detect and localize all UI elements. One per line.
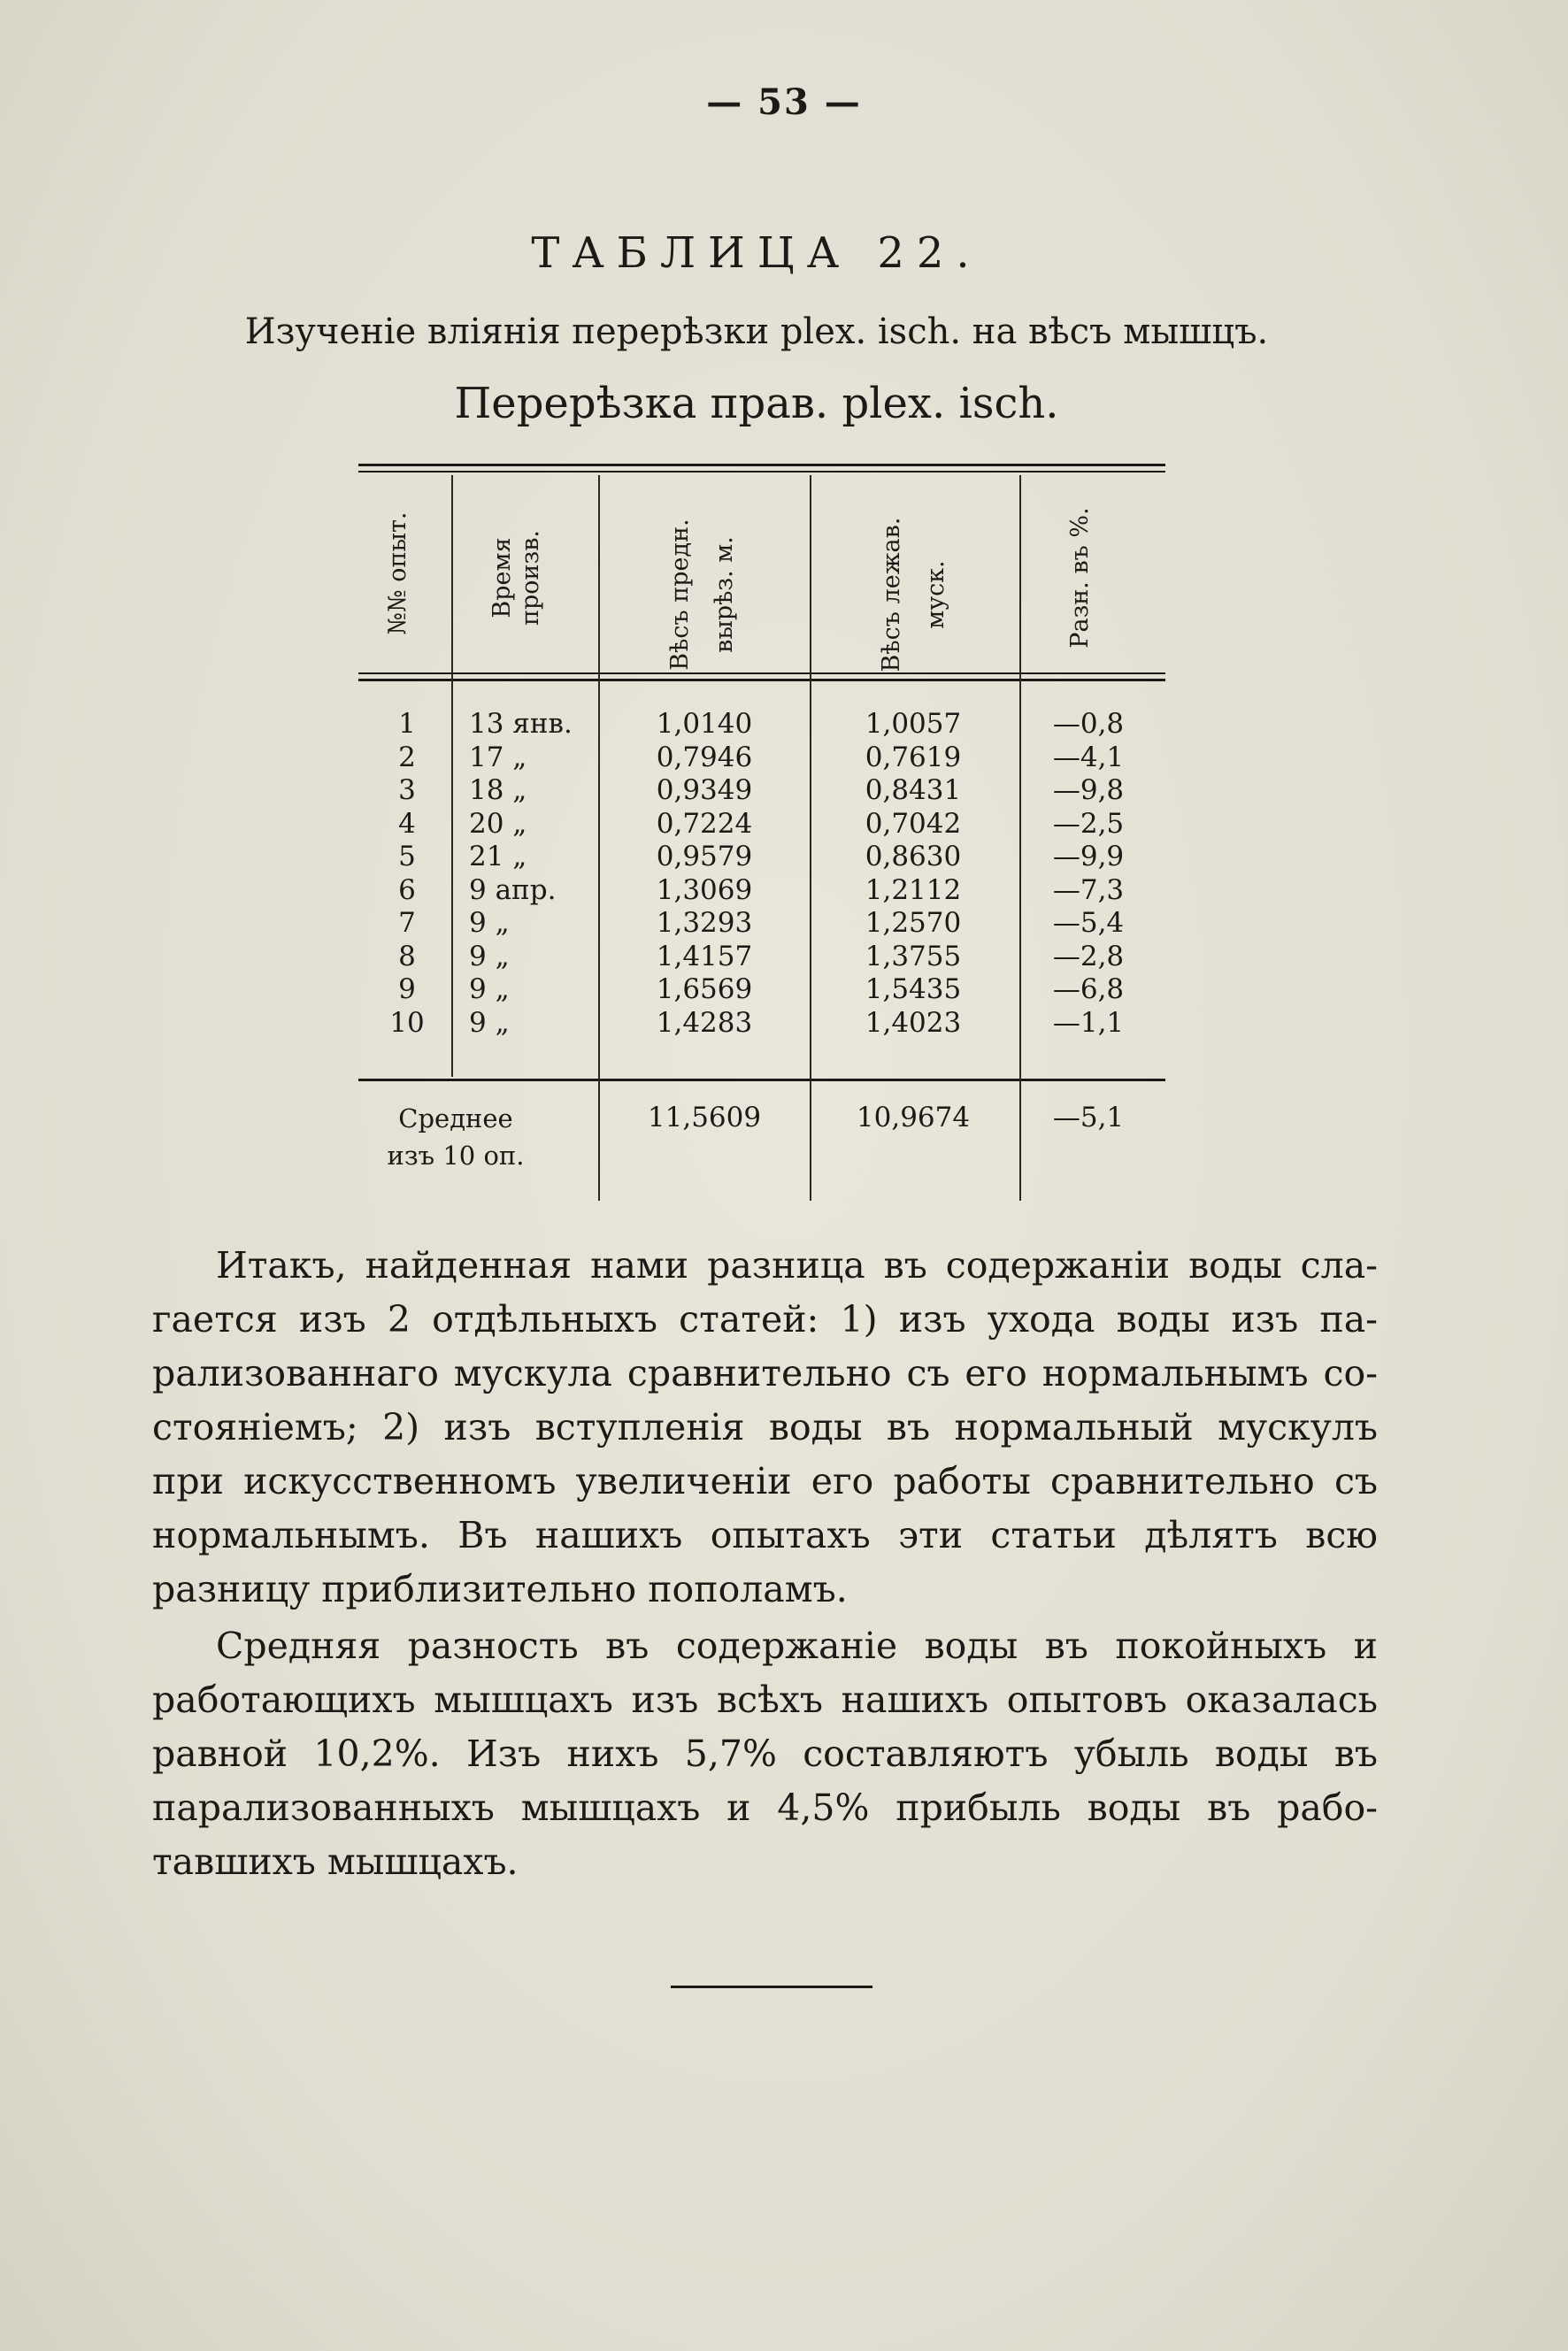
text-line: Средняя разность въ содержаніе воды въ покойныхъ и xyxy=(216,1625,1378,1667)
cell-weight-lying: 0,8630 xyxy=(865,841,962,872)
cell-weight-excised: 0,7224 xyxy=(656,807,753,840)
cell-weight-lying: 1,0057 xyxy=(865,708,962,740)
cell-time: 9 „ xyxy=(469,1006,510,1039)
text-line: разницу приблизительно пополамъ. xyxy=(152,1568,848,1610)
cell-time: 9 „ xyxy=(469,940,510,972)
cell-diff: —0,8 xyxy=(1052,708,1125,740)
cell-weight-lying: 1,5435 xyxy=(865,973,962,1005)
header-bottom-rule xyxy=(358,672,1165,674)
cell-weight-lying: 1,4023 xyxy=(865,1006,962,1039)
cell-weight-excised: 0,9579 xyxy=(656,841,753,872)
cell-time: 21 „ xyxy=(469,841,527,872)
table-caption: Перерѣзка прав. plex. isch. xyxy=(454,379,1059,428)
header-diff: Разн. въ %. xyxy=(1066,507,1094,649)
cell-diff: —5,4 xyxy=(1052,907,1125,939)
cell-weight-lying: 0,7619 xyxy=(865,741,962,773)
cell-diff: —9,9 xyxy=(1052,841,1125,872)
cell-diff: —4,1 xyxy=(1052,741,1125,773)
text-line: равной 10,2%. Изъ нихъ 5,7% составляютъ убыль воды въ xyxy=(152,1733,1378,1775)
column-divider xyxy=(810,475,811,1201)
text-line: нормальнымъ. Въ нашихъ опытахъ эти статьи дѣлятъ всю xyxy=(152,1514,1378,1556)
average-label: Среднее изъ 10 оп. xyxy=(387,1103,525,1171)
cell-num: 3 xyxy=(398,774,416,806)
cell-weight-excised: 1,4157 xyxy=(656,940,753,972)
table-subtitle: Изученіе вліянія перерѣзки plex. isch. на вѣсъ мышцъ. xyxy=(244,311,1269,352)
cell-time: 18 „ xyxy=(469,774,527,806)
text-line: Итакъ, найденная нами разница въ содержаніи воды сла- xyxy=(216,1244,1378,1287)
average-weight-excised: 11,5609 xyxy=(647,1102,762,1133)
cell-diff: —9,8 xyxy=(1052,774,1125,806)
text-line: при искусственномъ увеличеніи его работы сравнительно съ xyxy=(152,1460,1378,1502)
end-rule xyxy=(671,1986,872,1988)
cell-weight-excised: 1,3069 xyxy=(656,873,753,906)
cell-num: 1 xyxy=(398,708,416,740)
text-line: рализованнаго мускула сравнительно съ его нормальнымъ со- xyxy=(152,1352,1378,1394)
cell-weight-excised: 1,3293 xyxy=(656,907,753,939)
cell-time: 9 „ xyxy=(469,973,510,1005)
header-weight-excised: Вѣсъ предн. вырѣз. м. xyxy=(666,519,738,671)
cell-num: 4 xyxy=(398,807,416,840)
cell-num: 6 xyxy=(398,873,416,906)
page-number: — 53 — xyxy=(706,81,862,123)
header-weight-lying: Вѣсъ лежав. муск. xyxy=(878,517,949,672)
text-line: парализованныхъ мышцахъ и 4,5% прибыль воды въ рабо- xyxy=(152,1786,1378,1829)
cell-num: 9 xyxy=(398,973,416,1005)
cell-weight-lying: 1,2570 xyxy=(865,907,962,939)
cell-weight-lying: 0,8431 xyxy=(865,774,962,806)
cell-time: 9 апр. xyxy=(469,873,557,906)
cell-weight-lying: 0,7042 xyxy=(865,807,962,840)
cell-diff: —2,8 xyxy=(1052,940,1125,972)
cell-weight-excised: 0,9349 xyxy=(656,774,753,806)
table-top-rule-2 xyxy=(358,471,1165,473)
paragraph-2 xyxy=(152,1619,1378,1889)
cell-num: 8 xyxy=(398,940,416,972)
header-num: №№ опыт. xyxy=(384,511,411,635)
column-divider xyxy=(1019,475,1021,1201)
cell-num: 5 xyxy=(398,841,416,872)
table-title: ТАБЛИЦА 22. xyxy=(531,228,982,278)
cell-time: 17 „ xyxy=(469,741,527,773)
average-diff: —5,1 xyxy=(1052,1102,1125,1133)
cell-weight-excised: 1,6569 xyxy=(656,973,753,1005)
paragraph-1 xyxy=(152,1239,1378,1617)
text-line: работающихъ мышцахъ изъ всѣхъ нашихъ опытовъ оказалась xyxy=(152,1679,1378,1721)
cell-num: 7 xyxy=(398,907,416,939)
text-line: гается изъ 2 отдѣльныхъ статей: 1) изъ ухода воды изъ па- xyxy=(152,1298,1378,1341)
cell-weight-excised: 1,0140 xyxy=(656,708,753,740)
header-time: Время произв. xyxy=(488,529,544,626)
column-divider xyxy=(451,475,453,1077)
cell-diff: —6,8 xyxy=(1052,973,1125,1005)
cell-weight-excised: 0,7946 xyxy=(656,741,753,773)
text-line: стояніемъ; 2) изъ вступленія воды въ нормальный мускулъ xyxy=(152,1406,1378,1448)
cell-diff: —7,3 xyxy=(1052,873,1125,906)
cell-num: 2 xyxy=(398,741,416,773)
header-bottom-rule-2 xyxy=(358,679,1165,681)
cell-weight-excised: 1,4283 xyxy=(656,1006,753,1039)
table-top-rule xyxy=(358,464,1165,466)
cell-weight-lying: 1,3755 xyxy=(865,940,962,972)
text-line: тавшихъ мышцахъ. xyxy=(152,1840,519,1883)
cell-diff: —1,1 xyxy=(1052,1006,1125,1039)
average-rule xyxy=(358,1079,1165,1081)
cell-diff: —2,5 xyxy=(1052,807,1125,840)
cell-time: 13 янв. xyxy=(469,708,573,740)
average-weight-lying: 10,9674 xyxy=(856,1102,971,1133)
cell-weight-lying: 1,2112 xyxy=(865,873,962,906)
cell-num: 10 xyxy=(389,1006,425,1039)
cell-time: 20 „ xyxy=(469,807,527,840)
cell-time: 9 „ xyxy=(469,907,510,939)
